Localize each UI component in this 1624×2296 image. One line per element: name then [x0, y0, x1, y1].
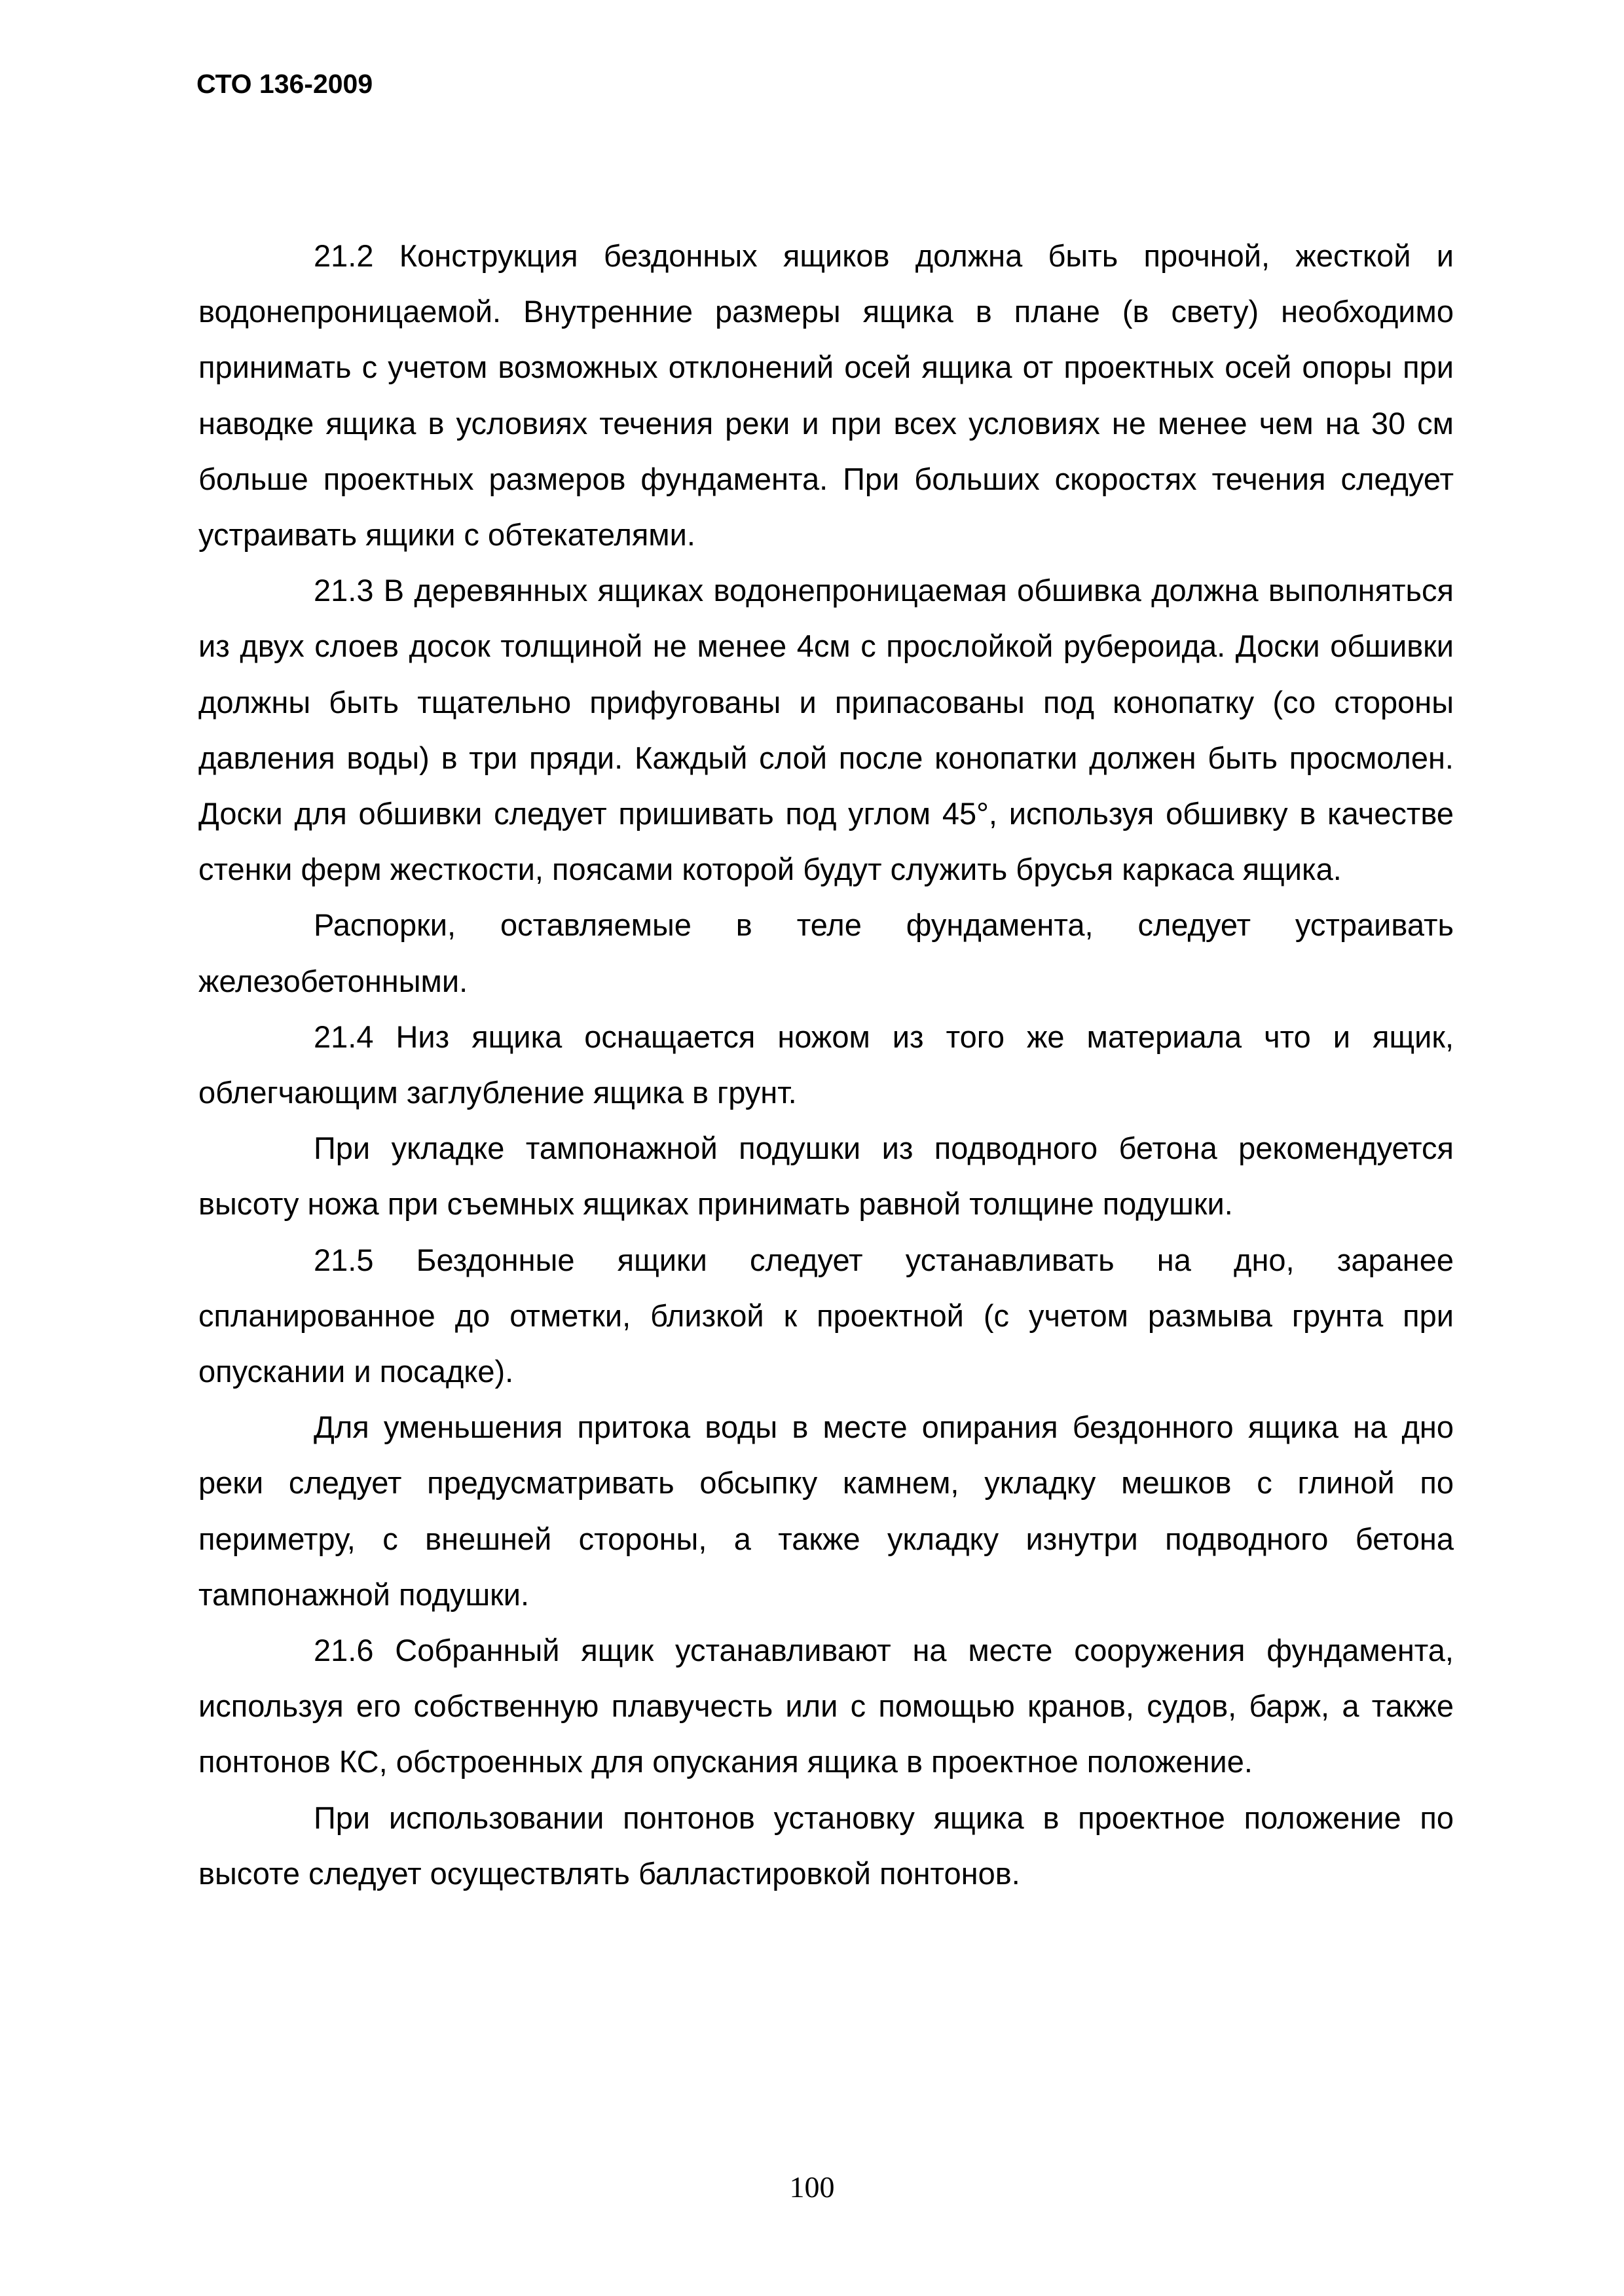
paragraph-water-inflow: Для уменьшения притока воды в месте опирания бездонного ящика на дно реки следует предусматривать обсыпку камнем, укладку мешков с глиной по периметру, с внешней стороны, а также укладку изнутри подводного бетона тампонажной подушки. — [198, 1410, 1454, 1612]
paragraph-pontoons: При использовании понтонов установку ящика в проектное положение по высоте следует осуществлять балластировкой понтонов. — [198, 1800, 1454, 1891]
page-number: 100 — [789, 2170, 835, 2204]
paragraph-21-2: 21.2 Конструкция бездонных ящиков должна быть прочной, жесткой и водонепроницаемой. Внутренние размеры ящика в плане (в свету) необходимо принимать с учетом возможных отклонений осей ящика от проектных осей опоры при наводке ящика в условиях течения реки и при всех условиях не менее чем на 30 см больше проектных размеров фундамента. При больших скоростях течения следует устраивать ящики с обтекателями. — [198, 238, 1454, 553]
paragraph-cushion: При укладке тампонажной подушки из подводного бетона рекомендуется высоту ножа при съемных ящиках принимать равной толщине подушки. — [198, 1131, 1454, 1222]
paragraph-21-6: 21.6 Собранный ящик устанавливают на месте сооружения фундамента, используя его собственную плавучесть или с помощью кранов, судов, барж, а также понтонов КС, обстроенных для опускания ящика в проектное положение. — [198, 1633, 1454, 1779]
paragraph-braces: Распорки, оставляемые в теле фундамента, следует устраивать железобетонными. — [198, 907, 1454, 998]
document-code-header: СТО 136-2009 — [196, 69, 373, 99]
paragraph-21-4: 21.4 Низ ящика оснащается ножом из того же материала что и ящик, облегчающим заглубление ящика в грунт. — [198, 1019, 1454, 1110]
paragraph-21-5: 21.5 Бездонные ящики следует устанавливать на дно, заранее спланированное до отметки, близкой к проектной (с учетом размыва грунта при опускании и посадке). — [198, 1242, 1454, 1389]
paragraph-21-3: 21.3 В деревянных ящиках водонепроницаемая обшивка должна выполняться из двух слоев досок толщиной не менее 4см с прослойкой рубероида. Доски обшивки должны быть тщательно прифугованы и припасованы под конопатку (со стороны давления воды) в три пряди. Каждый слой после конопатки должен быть просмолен. Доски для обшивки следует пришивать под углом 45°, используя обшивку в качестве стенки ферм жесткости, поясами которой будут служить брусья каркаса ящика. — [198, 573, 1454, 887]
document-body — [198, 228, 1454, 1901]
